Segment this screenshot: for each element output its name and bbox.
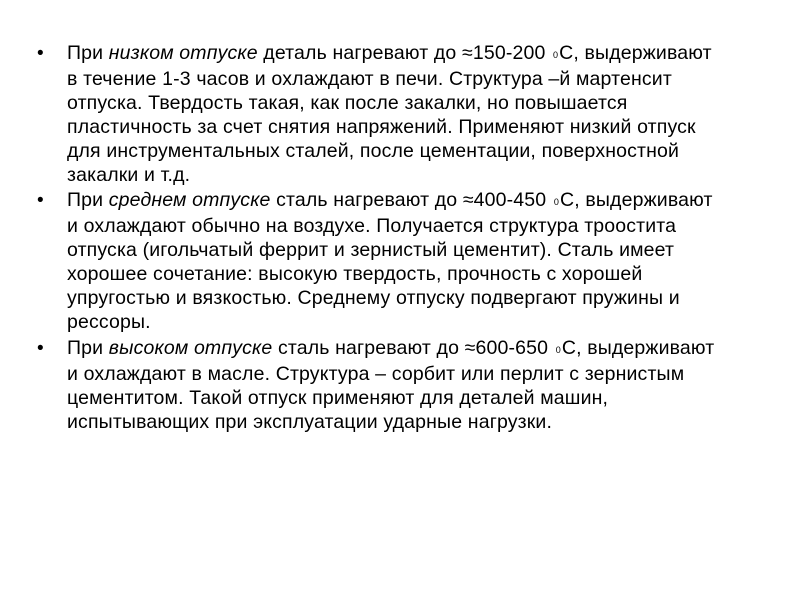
text-run: С, выдерживают в течение 1-3 часов и охлаждают в печи. Структура –й мартенсит отпуска. Твердость такая, как после закалки, но повышается пластичность за счет снятия напряжений. Применяют низкий отпуск для инструментальных сталей, после цементации, поверхностной закалки и т.д. (67, 42, 712, 186)
bullet-list (37, 42, 727, 437)
text-run: При (67, 42, 109, 64)
text-run: При (67, 189, 109, 212)
bullet-item-high-tempering (37, 337, 727, 435)
degree-mark: 0 (553, 50, 559, 60)
text-run: сталь нагревают до ≈600-650 (272, 336, 554, 359)
italic-term: низком отпуске (108, 42, 258, 64)
italic-term: высоком отпуске (108, 336, 273, 359)
bullet-item-medium-tempering (37, 189, 727, 334)
text-run: С, выдерживают и охлаждают обычно на воздухе. Получается структура троостита отпуска (игольчатый феррит и зернистый цементит). Сталь имеет хорошее сочетание: высокую твердость, прочность с хорошей упругостью и вязкостью. Среднему отпуску подвергают пружины и рессоры. (67, 189, 713, 333)
bullet-dot-icon: • (37, 43, 44, 64)
bullet-item-low-tempering (37, 42, 727, 187)
text-run: деталь нагревают до ≈150-200 (257, 42, 552, 64)
degree-mark: 0 (555, 344, 561, 355)
paragraph-text (67, 189, 727, 334)
text-run: При (67, 336, 109, 359)
bullet-dot-icon: • (37, 190, 44, 212)
paragraph-text (67, 337, 727, 435)
degree-mark: 0 (553, 197, 560, 208)
text-run: сталь нагревают до ≈400-450 (270, 189, 552, 212)
bullet-dot-icon: • (37, 337, 44, 359)
text-run: С, выдерживают и охлаждают в масле. Структура – сорбит или перлит с зернистым цементитом. Такой отпуск применяют для деталей машин, испытывающих при эксплуатации ударные нагрузки. (67, 336, 715, 433)
italic-term: среднем отпуске (108, 189, 271, 212)
paragraph-text (67, 42, 727, 187)
